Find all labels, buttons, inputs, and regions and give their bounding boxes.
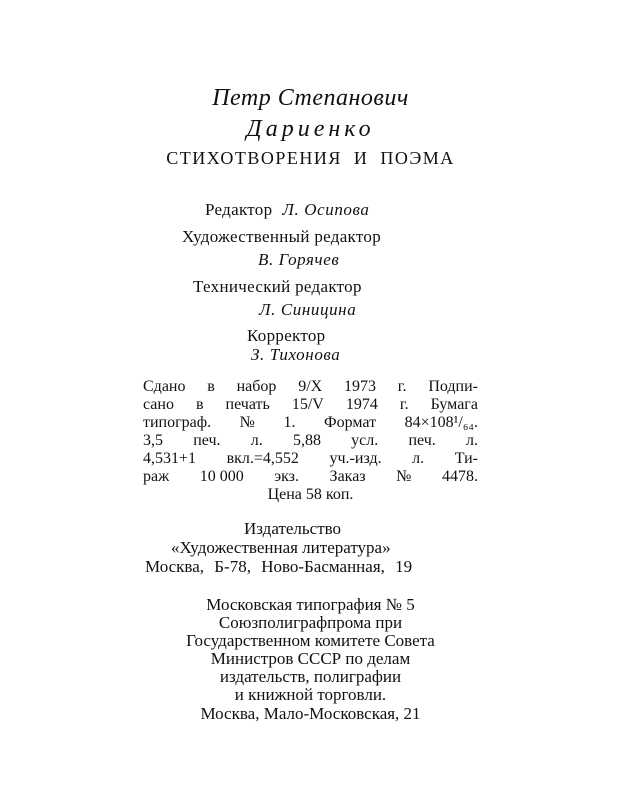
credit-editor	[205, 201, 370, 219]
credit-editor-label: Редактор	[205, 200, 273, 219]
imprint-word: №	[396, 468, 412, 485]
imprint-word: набор	[236, 378, 277, 395]
imprint-block	[143, 378, 478, 504]
credit-tech-editor-label: Технический редактор	[193, 277, 362, 296]
book-title: СТИХОТВОРЕНИЯ И ПОЭМА	[166, 148, 455, 168]
credit-proofreader-name: З. Тихонова	[251, 345, 341, 364]
imprint-word: г.	[399, 396, 409, 413]
imprint-row	[143, 450, 478, 468]
imprint-row	[143, 396, 478, 414]
imprint-word: 15/V	[291, 396, 324, 413]
imprint-row	[143, 468, 478, 486]
imprint-word: л.	[412, 450, 425, 467]
imprint-price: Цена 58 коп.	[267, 486, 354, 503]
imprint-word: 5,88	[292, 432, 321, 449]
imprint-word: 4,531+1	[143, 450, 197, 467]
imprint-word: Формат	[323, 414, 377, 431]
imprint-word: в	[195, 396, 204, 413]
publisher-line-2: «Художественная литература»	[171, 538, 391, 557]
imprint-word: усл.	[351, 432, 379, 449]
credit-art-editor-name: В. Горячев	[258, 250, 340, 269]
author-first-names: Петр Степанович	[212, 85, 409, 111]
imprint-word: Ти-	[454, 450, 478, 467]
imprint-row	[143, 378, 478, 396]
imprint-word: л.	[466, 432, 478, 449]
printer-line-4: Министров СССР по делам	[210, 649, 411, 668]
imprint-word: экз.	[274, 468, 299, 485]
imprint-word: Заказ	[329, 468, 366, 485]
publisher-line-3: Москва, Б-78, Ново-Басманная, 19	[145, 557, 413, 576]
imprint-word: Подпи-	[428, 378, 478, 395]
imprint-word: 9/X	[298, 378, 323, 395]
imprint-word: 1.	[283, 414, 296, 431]
imprint-word: Бумага	[430, 396, 478, 413]
printer-line-1: Московская типография № 5	[206, 595, 415, 614]
imprint-word: 84×108¹/₆₄.	[404, 414, 478, 431]
imprint-word: 1973	[343, 378, 376, 395]
imprint-word: 10 000	[199, 468, 244, 485]
credit-editor-name: Л. Осипова	[282, 200, 370, 219]
imprint-word: 3,5	[143, 432, 163, 449]
imprint-row	[143, 414, 478, 432]
printer-line-6: и книжной торговли.	[234, 685, 387, 704]
credit-tech-editor-name: Л. Синицина	[259, 300, 357, 319]
credit-proofreader-label: Корректор	[247, 326, 326, 345]
imprint-word: печ.	[193, 432, 221, 449]
publisher-line-1: Издательство	[244, 519, 342, 538]
imprint-word: печ.	[408, 432, 436, 449]
imprint-word: раж	[143, 468, 170, 485]
imprint-row	[143, 432, 478, 450]
imprint-word: вкл.=4,552	[226, 450, 299, 467]
imprint-word: сано	[143, 396, 174, 413]
printer-line-7: Москва, Мало-Московская, 21	[200, 704, 421, 723]
imprint-word: уч.-изд.	[329, 450, 382, 467]
imprint-word: 1974	[345, 396, 378, 413]
printer-line-5: издательств, полиграфии	[219, 667, 402, 686]
printer-line-3: Государственном комитете Совета	[186, 631, 435, 650]
imprint-word: Сдано	[143, 378, 186, 395]
printer-line-2: Союзполиграфпрома при	[218, 613, 403, 632]
imprint-word: типограф.	[143, 414, 212, 431]
imprint-word: №	[239, 414, 255, 431]
imprint-word: л.	[250, 432, 263, 449]
credit-art-editor-label: Художественный редактор	[182, 227, 381, 246]
imprint-word: г.	[397, 378, 407, 395]
imprint-word: печать	[225, 396, 270, 413]
imprint-word: в	[207, 378, 215, 395]
author-last-name: Дариенко	[246, 116, 375, 142]
imprint-word: 4478.	[441, 468, 478, 485]
